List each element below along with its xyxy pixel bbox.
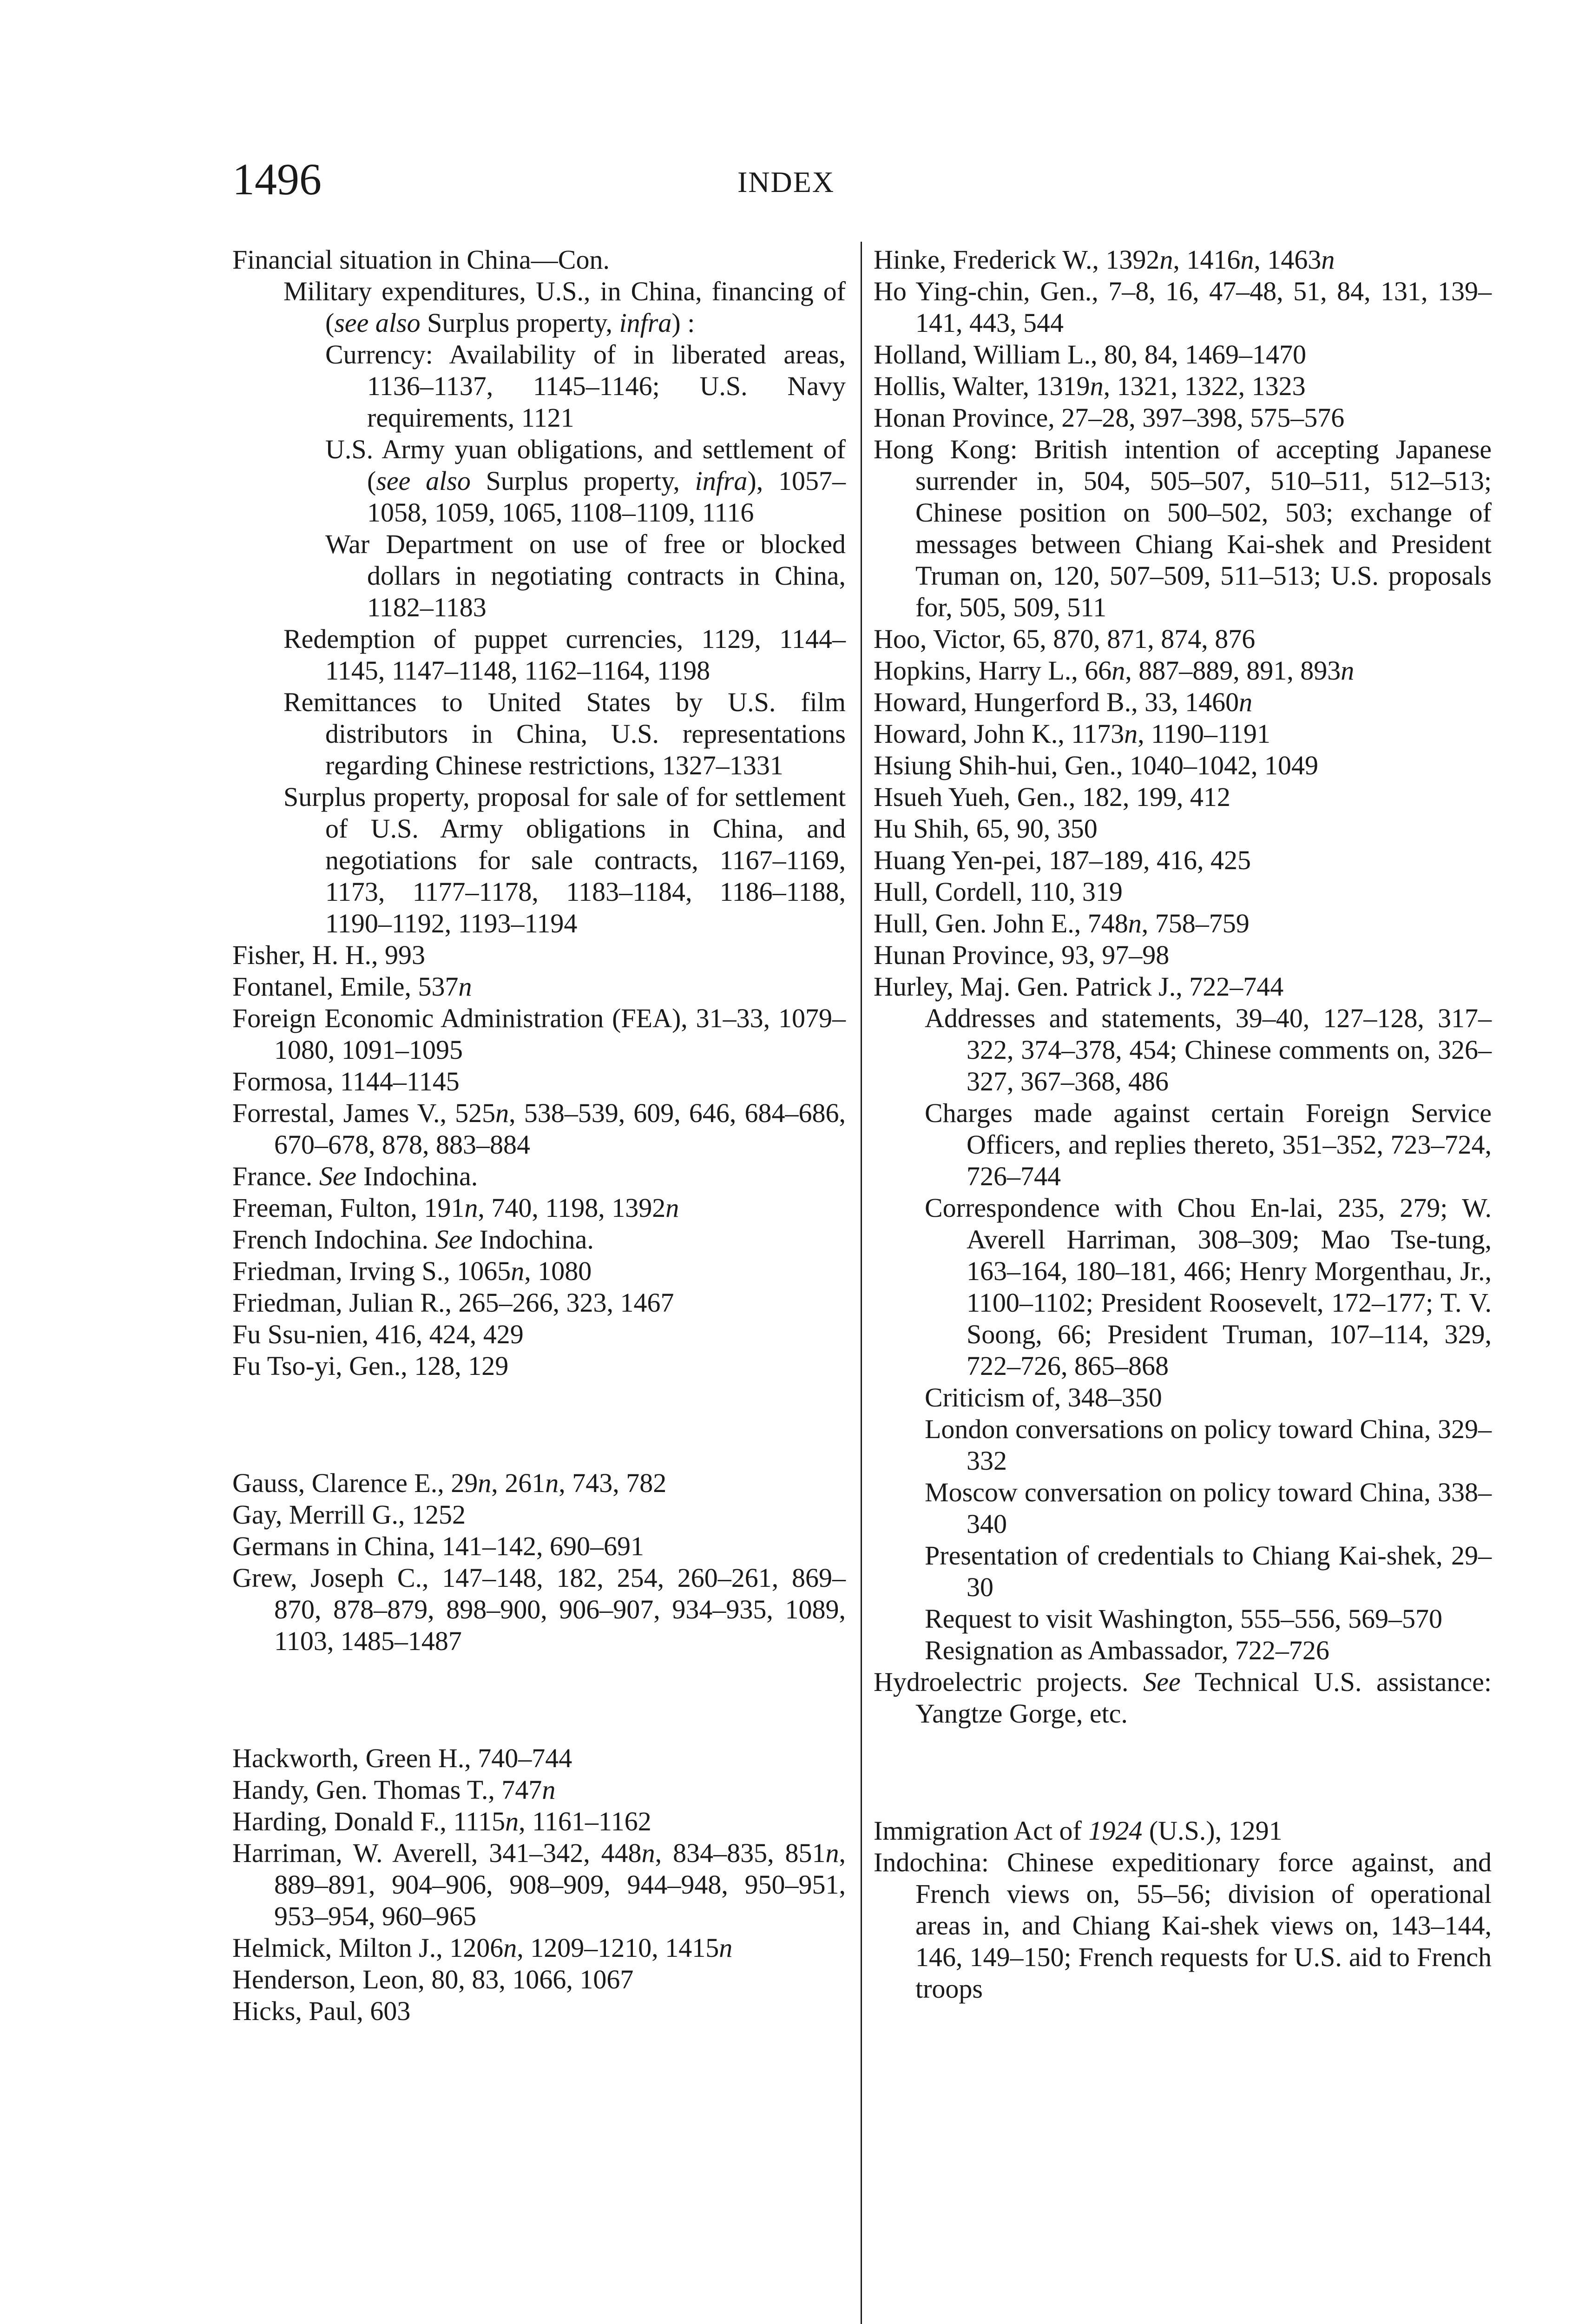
index-entry: Fu Ssu-nien, 416, 424, 429 (232, 1319, 524, 1349)
index-entry: Gauss, Clarence E., 29n, 261n, 743, 782 (232, 1468, 667, 1498)
index-subentry: Correspondence with Chou En-lai, 235, 279; W. Averell Harriman, 308–309; Mao Tse-tung, 163–164, 180–181, 466; Henry Morgenthau, Jr., 1100–1102; President Roosevelt, 172–177; T. V. Soong, 66; President Truman, 107–114, 329, 722–726, 865–868 (925, 1193, 1492, 1381)
index-subentry: Military expenditures, U.S., in China, financing of (see also Surplus property, infra) : (283, 276, 846, 338)
index-entry: Financial situation in China—Con. (232, 244, 610, 275)
page-number: 1496 (232, 154, 322, 204)
index-entry: Henderson, Leon, 80, 83, 1066, 1067 (232, 1964, 634, 1994)
index-column-right (874, 244, 1492, 2005)
index-subentry: War Department on use of free or blocked dollars in negotiating contracts in China, 1182–1183 (325, 529, 846, 622)
index-entry: Hoo, Victor, 65, 870, 871, 874, 876 (874, 624, 1256, 654)
index-entry: Howard, John K., 1173n, 1190–1191 (874, 719, 1270, 749)
index-subentry: Charges made against certain Foreign Service Officers, and replies thereto, 351–352, 723–724, 726–744 (925, 1098, 1492, 1191)
index-entry: Harriman, W. Averell, 341–342, 448n, 834–835, 851n, 889–891, 904–906, 908–909, 944–948, 950–951, 953–954, 960–965 (232, 1838, 846, 1931)
index-entry: Hackworth, Green H., 740–744 (232, 1743, 572, 1773)
index-entry: Fontanel, Emile, 537n (232, 971, 472, 1002)
index-entry: Freeman, Fulton, 191n, 740, 1198, 1392n (232, 1193, 679, 1223)
index-entry: Grew, Joseph C., 147–148, 182, 254, 260–261, 869–870, 878–879, 898–900, 906–907, 934–935, 1089, 1103, 1485–1487 (232, 1563, 846, 1656)
index-subentry: Currency: Availability of in liberated areas, 1136–1137, 1145–1146; U.S. Navy requirements, 1121 (325, 339, 846, 433)
index-entry: Hull, Gen. John E., 748n, 758–759 (874, 908, 1250, 938)
index-subentry: London conversations on policy toward China, 329–332 (925, 1414, 1492, 1476)
index-entry: Holland, William L., 80, 84, 1469–1470 (874, 339, 1306, 370)
index-entry: Hydroelectric projects. See Technical U.S. assistance: Yangtze Gorge, etc. (874, 1667, 1492, 1729)
index-entry: Immigration Act of 1924 (U.S.), 1291 (874, 1816, 1283, 1846)
index-entry: Hinke, Frederick W., 1392n, 1416n, 1463n (874, 244, 1335, 275)
index-entry: Harding, Donald F., 1115n, 1161–1162 (232, 1806, 651, 1836)
index-column-left (232, 244, 846, 2027)
column-divider (861, 242, 862, 2324)
index-entry: Foreign Economic Administration (FEA), 31–33, 1079–1080, 1091–1095 (232, 1003, 846, 1065)
section-gap (874, 1756, 1492, 1788)
index-entry: Hicks, Paul, 603 (232, 1996, 411, 2026)
index-entry: Indochina: Chinese expeditionary force against, and French views on, 55–56; division of operational areas in, and Chiang Kai-shek views on, 143–144, 146, 149–150; French requests for U.S. aid to French troops (874, 1847, 1492, 2004)
index-entry: French Indochina. See Indochina. (232, 1224, 594, 1254)
index-entry: Honan Province, 27–28, 397–398, 575–576 (874, 403, 1345, 433)
index-subentry: Moscow conversation on policy toward China, 338–340 (925, 1477, 1492, 1539)
index-entry: Friedman, Irving S., 1065n, 1080 (232, 1256, 592, 1286)
index-entry: Hurley, Maj. Gen. Patrick J., 722–744 (874, 971, 1284, 1002)
index-entry: Fisher, H. H., 993 (232, 940, 425, 970)
index-subentry: Redemption of puppet currencies, 1129, 1144–1145, 1147–1148, 1162–1164, 1198 (283, 624, 846, 686)
index-subentry: Request to visit Washington, 555–556, 569–570 (925, 1604, 1442, 1634)
index-entry: Gay, Merrill G., 1252 (232, 1499, 466, 1530)
index-subentry: Presentation of credentials to Chiang Kai-shek, 29–30 (925, 1540, 1492, 1602)
index-entry: Hopkins, Harry L., 66n, 887–889, 891, 893n (874, 655, 1355, 686)
index-subentry: Surplus property, proposal for sale of for settlement of U.S. Army obligations in China, and negotiations for sale contracts, 1167–1169, 1173, 1177–1178, 1183–1184, 1186–1188, 1190–1192, 1193–1194 (283, 782, 846, 938)
section-gap (232, 1409, 846, 1440)
index-entry: Formosa, 1144–1145 (232, 1066, 460, 1096)
index-entry: Hollis, Walter, 1319n, 1321, 1322, 1323 (874, 371, 1306, 401)
running-head: INDEX (737, 165, 835, 198)
index-entry: Helmick, Milton J., 1206n, 1209–1210, 1415n (232, 1933, 733, 1963)
index-entry: Hsiung Shih-hui, Gen., 1040–1042, 1049 (874, 750, 1318, 780)
index-entry: Hunan Province, 93, 97–98 (874, 940, 1170, 970)
index-entry: France. See Indochina. (232, 1161, 478, 1191)
index-entry: Hu Shih, 65, 90, 350 (874, 813, 1098, 844)
index-subentry: Addresses and statements, 39–40, 127–128, 317–322, 374–378, 454; Chinese comments on, 326–327, 367–368, 486 (925, 1003, 1492, 1096)
index-subentry: Resignation as Ambassador, 722–726 (925, 1635, 1329, 1665)
index-entry: Hong Kong: British intention of accepting Japanese surrender in, 504, 505–507, 510–511, 512–513; Chinese position on 500–502, 503; exchange of messages between Chiang Kai-shek and President Truman on, 120, 507–509, 511–513; U.S. proposals for, 505, 509, 511 (874, 434, 1492, 622)
index-entry: Handy, Gen. Thomas T., 747n (232, 1775, 556, 1805)
index-entry: Forrestal, James V., 525n, 538–539, 609, 646, 684–686, 670–678, 878, 883–884 (232, 1098, 846, 1160)
index-subentry: U.S. Army yuan obligations, and settlement of (see also Surplus property, infra), 1057–1058, 1059, 1065, 1108–1109, 1116 (325, 434, 846, 528)
index-entry: Ho Ying-chin, Gen., 7–8, 16, 47–48, 51, 84, 131, 139–141, 443, 544 (874, 276, 1492, 338)
index-entry: Friedman, Julian R., 265–266, 323, 1467 (232, 1287, 674, 1318)
index-subentry: Remittances to United States by U.S. film distributors in China, U.S. representations regarding Chinese restrictions, 1327–1331 (283, 687, 846, 780)
section-gap (232, 1684, 846, 1716)
index-entry: Howard, Hungerford B., 33, 1460n (874, 687, 1253, 717)
index-entry: Huang Yen-pei, 187–189, 416, 425 (874, 845, 1251, 875)
index-entry: Hsueh Yueh, Gen., 182, 199, 412 (874, 782, 1230, 812)
index-entry: Fu Tso-yi, Gen., 128, 129 (232, 1351, 509, 1381)
index-subentry: Criticism of, 348–350 (925, 1382, 1162, 1413)
index-entry: Germans in China, 141–142, 690–691 (232, 1531, 645, 1561)
index-entry: Hull, Cordell, 110, 319 (874, 877, 1123, 907)
